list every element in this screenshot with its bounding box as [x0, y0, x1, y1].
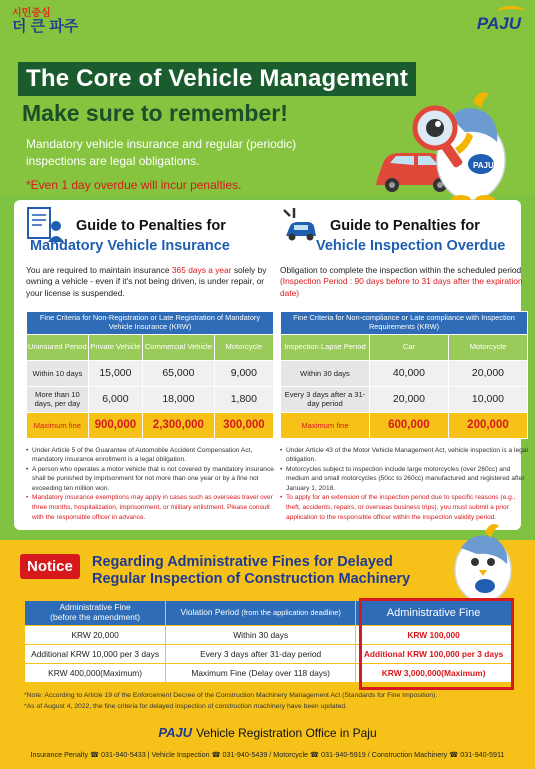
table-cell: KRW 3,000,000(Maximum): [356, 664, 512, 683]
table-cell: Additional KRW 100,000 per 3 days: [356, 645, 512, 664]
table-row: [281, 360, 528, 386]
inspection-fine-table: [280, 311, 528, 439]
table-cell: 300,000: [214, 412, 273, 438]
note-item: *Note: According to Article 19 of the Enforcement Decree of the Construction Machinery Management Act (Standards for Fine Imposition).: [24, 692, 438, 699]
highlight-box: [359, 598, 514, 690]
table-cell: Every 3 days after 31-day period: [166, 645, 356, 664]
intro-description: [26, 136, 346, 171]
note-item: • Mandatory insurance exemptions may apply in cases such as overseas travel over three months, hospitalization, imprisonment, or military enlistment. Please consult with the responsible officer in advance.: [26, 493, 274, 522]
column-header-main: Violation Period: [180, 607, 240, 618]
table-cell: 15,000: [88, 360, 142, 386]
inspection-notes: [280, 446, 528, 522]
insurance-title-line2: Mandatory Vehicle Insurance: [30, 238, 230, 254]
table-cell: 18,000: [143, 386, 215, 412]
column-header: Inspection Lapse Period: [281, 334, 370, 360]
inspection-text-pre: Obligation to complete the inspection within the scheduled period: [280, 265, 522, 275]
city-logo-line1: 시민중심: [12, 8, 51, 19]
office-name: [0, 725, 535, 740]
table-cell: 65,000: [143, 360, 215, 386]
column-header-sub: (from the application deadline): [241, 608, 341, 618]
note-item: *As of August 4, 2022, the fine criteria for delayed inspection of construction machinery have been updated.: [24, 702, 348, 710]
notice-notes: [24, 691, 437, 713]
column-header-main: Administrative Fine: [59, 602, 131, 613]
title-box: [18, 62, 416, 96]
paju-logo-small: PAJU: [158, 725, 193, 740]
header-section: [0, 0, 535, 195]
insurance-text-pre: You are required to maintain insurance: [26, 265, 172, 275]
mascot-icon: [437, 518, 527, 608]
notice-badge: Notice: [20, 554, 80, 579]
table-cell: 40,000: [369, 360, 448, 386]
notice-section: [0, 540, 535, 769]
column-header: Motorcycle: [214, 334, 273, 360]
inspection-table-caption: Fine Criteria for Non-compliance or Late compliance with Inspection Requirements (KRW): [281, 312, 528, 335]
paju-logo-text: PAJU: [476, 14, 521, 33]
intro-line1: Mandatory vehicle insurance and regular (periodic): [26, 137, 297, 151]
column-header-sub: (before the amendment): [50, 612, 141, 622]
table-cell: Within 30 days: [166, 626, 356, 645]
column-header: [166, 601, 356, 626]
notice-title-line2: Regular Inspection of Construction Machinery: [92, 571, 411, 588]
table-cell: 9,000: [214, 360, 273, 386]
city-logo-line2: 더 큰 파주: [12, 18, 79, 35]
column-header: Car: [369, 334, 448, 360]
table-row: [27, 386, 274, 412]
note-item: • Under Article 5 of the Guarantee of Automobile Accident Compensation Act, mandatory insurance enrollment is a legal obligation.: [26, 446, 274, 465]
row-label: Within 30 days: [281, 360, 370, 386]
table-cell: 6,000: [88, 386, 142, 412]
table-max-row: [281, 412, 528, 438]
row-label: More than 10 days, per day: [27, 386, 89, 412]
column-header: Administrative Fine: [356, 601, 512, 626]
insurance-text-highlight: 365 days a year: [171, 265, 232, 275]
notice-title-line1: Regarding Administrative Fines for Delayed: [92, 554, 393, 570]
inspection-guide: [280, 206, 528, 522]
insurance-text-post: solely by owning a vehicle - even if it's not being driven, is under repair, or your license is suspended.: [26, 265, 267, 298]
table-cell: Maximum Fine (Delay over 118 days): [166, 664, 356, 683]
city-logo: [12, 8, 78, 36]
note-item: • A person who operates a motor vehicle that is not covered by mandatory insurance shall be punished by imprisonment for not more than one year or by a fine not exceeding ten million won.: [26, 465, 274, 494]
table-row: [27, 360, 274, 386]
table-cell: KRW 20,000: [25, 626, 166, 645]
note-item: • To apply for an extension of the inspection period due to specific reasons (e.g., theft, accidents, repairs, or overseas business trips), you must submit a prior application to the responsible officer within the inspection validity period.: [280, 493, 528, 522]
swoosh-icon: [497, 6, 525, 18]
table-cell: 20,000: [369, 386, 448, 412]
car-tools-icon: [280, 206, 318, 244]
column-header: Motorcycle: [448, 334, 527, 360]
page-title: The Core of Vehicle Management: [26, 65, 409, 92]
paju-logo: [477, 14, 521, 34]
page-subtitle: Make sure to remember!: [22, 100, 288, 126]
table-cell: 1,800: [214, 386, 273, 412]
column-header: [25, 601, 166, 626]
contact-footer: Insurance Penalty ☎ 031-940-5433 | Vehicle Inspection ☎ 031-940-5439 / Motorcycle ☎ 031-940-5919 / Construction Machinery ☎ 031-940-5911: [30, 750, 505, 759]
table-cell: 10,000: [448, 386, 527, 412]
table-cell: 2,300,000: [143, 412, 215, 438]
table-cell: Additional KRW 10,000 per 3 days: [25, 645, 166, 664]
penalty-guide-panel: [14, 200, 528, 530]
inspection-title-line2: Vehicle Inspection Overdue: [316, 238, 506, 254]
table-header-row: [27, 334, 274, 360]
column-header: Commercial Vehicle: [143, 334, 215, 360]
insurance-notes: [26, 446, 274, 522]
overdue-warning: *Even 1 day overdue will incur penalties.: [26, 178, 242, 192]
note-item: • Under Article 43 of the Motor Vehicle Management Act, vehicle inspection is a legal obligation.: [280, 446, 528, 465]
svg-text:PAJU: PAJU: [473, 161, 494, 170]
inspection-title-line1: Guide to Penalties for: [330, 218, 480, 234]
insurance-title-line1: Guide to Penalties for: [76, 218, 226, 234]
insurance-table-caption: Fine Criteria for Non-Registration or Late Registration of Mandatory Vehicle Insurance (KRW): [27, 312, 274, 335]
column-header: Private Vehicle: [88, 334, 142, 360]
insurance-guide: [26, 206, 274, 522]
table-row: [281, 386, 528, 412]
table-header-row: [281, 334, 528, 360]
column-header: Uninsured Period: [27, 334, 89, 360]
inspection-text-highlight: (Inspection Period : 90 days before to 31 days after the expiration date): [280, 276, 523, 298]
office-name-text: Vehicle Registration Office in Paju: [196, 726, 377, 740]
inspection-guide-header: [280, 206, 528, 261]
inspection-description: [280, 265, 528, 309]
note-item: • Motorcycles subject to inspection include large motorcycles (over 260cc) and medium and small motorcycles (50cc to 260cc) manufactured and registered after January 1, 2018.: [280, 465, 528, 494]
insurance-description: [26, 265, 274, 309]
table-max-row: [27, 412, 274, 438]
row-label: Within 10 days: [27, 360, 89, 386]
insurance-guide-header: [26, 206, 274, 261]
table-cell: 900,000: [88, 412, 142, 438]
row-label: Maximum fine: [27, 412, 89, 438]
table-cell: 20,000: [448, 360, 527, 386]
table-cell: KRW 400,000(Maximum): [25, 664, 166, 683]
row-label: Every 3 days after a 31-day period: [281, 386, 370, 412]
row-label: Maximum fine: [281, 412, 370, 438]
table-cell: KRW 100,000: [356, 626, 512, 645]
table-cell: 200,000: [448, 412, 527, 438]
insurance-fine-table: [26, 311, 274, 439]
mascot-magnifier-icon: [393, 82, 513, 207]
notice-title: [92, 554, 410, 589]
table-cell: 600,000: [369, 412, 448, 438]
intro-line2: inspections are legal obligations.: [26, 154, 200, 169]
